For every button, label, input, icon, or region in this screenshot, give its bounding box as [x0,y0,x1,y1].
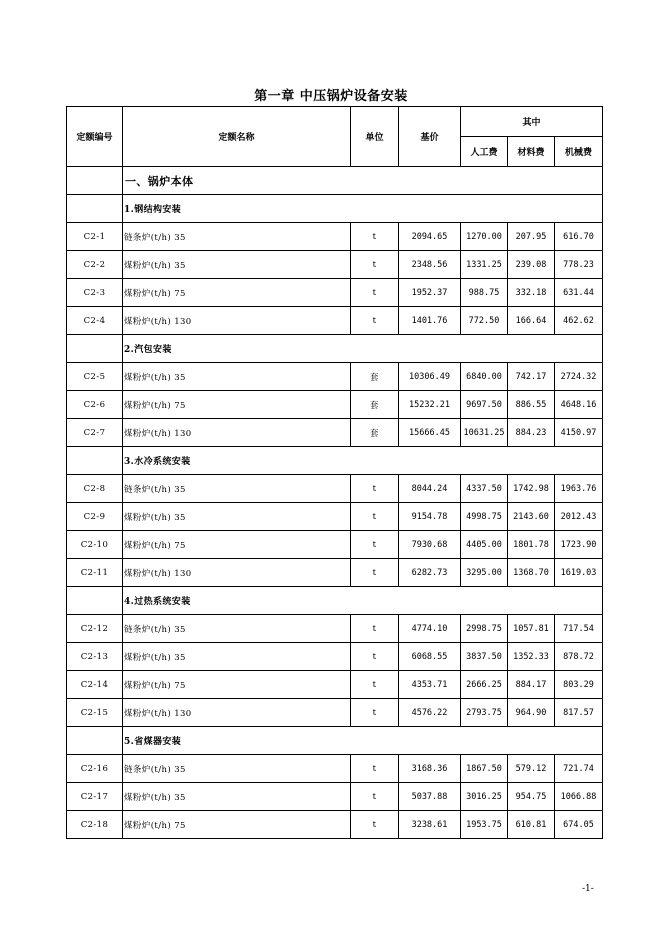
name-cell: 煤粉炉(t/h) 130 [123,699,351,727]
unit-cell: t [351,671,399,699]
group-title: 3.水冷系统安装 [123,447,603,475]
group-blank-cell [67,727,123,755]
code-cell: C2-1 [67,223,123,251]
labor-cell: 4405.00 [461,531,508,559]
machine-cell: 803.29 [555,671,603,699]
labor-cell: 1331.25 [461,251,508,279]
code-cell: C2-18 [67,811,123,839]
labor-cell: 772.50 [461,307,508,335]
labor-cell: 2666.25 [461,671,508,699]
unit-cell: t [351,475,399,503]
table-row [67,251,603,279]
code-cell: C2-4 [67,307,123,335]
labor-cell: 1953.75 [461,811,508,839]
labor-cell: 3837.50 [461,643,508,671]
table-row [67,419,603,447]
machine-cell: 1963.76 [555,475,603,503]
base-price-cell: 10306.49 [399,363,461,391]
material-cell: 1742.98 [508,475,555,503]
base-price-cell: 2094.65 [399,223,461,251]
material-cell: 1352.33 [508,643,555,671]
header-name: 定额名称 [123,107,351,167]
table-row [67,391,603,419]
table-body [67,167,603,839]
unit-cell: t [351,279,399,307]
base-price-cell: 15232.21 [399,391,461,419]
base-price-cell: 6282.73 [399,559,461,587]
base-price-cell: 15666.45 [399,419,461,447]
base-price-cell: 3168.36 [399,755,461,783]
machine-cell: 4648.16 [555,391,603,419]
group-row [67,195,603,223]
unit-cell: 套 [351,363,399,391]
unit-cell: 套 [351,391,399,419]
unit-cell: t [351,643,399,671]
base-price-cell: 4774.10 [399,615,461,643]
machine-cell: 778.23 [555,251,603,279]
section-title: 一、锅炉本体 [123,167,603,195]
material-cell: 579.12 [508,755,555,783]
code-cell: C2-9 [67,503,123,531]
labor-cell: 2793.75 [461,699,508,727]
material-cell: 207.95 [508,223,555,251]
table-row [67,643,603,671]
code-cell: C2-13 [67,643,123,671]
code-cell: C2-7 [67,419,123,447]
page-number: -1- [582,884,594,894]
base-price-cell: 5037.88 [399,783,461,811]
base-price-cell: 9154.78 [399,503,461,531]
table-row [67,475,603,503]
base-price-cell: 1401.76 [399,307,461,335]
labor-cell: 1270.00 [461,223,508,251]
material-cell: 610.81 [508,811,555,839]
group-title: 1.钢结构安装 [123,195,603,223]
material-cell: 884.17 [508,671,555,699]
material-cell: 1801.78 [508,531,555,559]
labor-cell: 9697.50 [461,391,508,419]
group-blank-cell [67,195,123,223]
group-blank-cell [67,335,123,363]
name-cell: 链条炉(t/h) 35 [123,755,351,783]
table-row [67,307,603,335]
header-of-which: 其中 [461,107,603,137]
unit-cell: t [351,783,399,811]
unit-cell: t [351,615,399,643]
code-cell: C2-11 [67,559,123,587]
machine-cell: 4150.97 [555,419,603,447]
machine-cell: 2724.32 [555,363,603,391]
page-title: 第一章 中压锅炉设备安装 [254,89,408,104]
machine-cell: 616.70 [555,223,603,251]
base-price-cell: 3238.61 [399,811,461,839]
labor-cell: 6840.00 [461,363,508,391]
group-row [67,587,603,615]
table-row [67,811,603,839]
table-row [67,363,603,391]
material-cell: 1057.81 [508,615,555,643]
labor-cell: 3016.25 [461,783,508,811]
unit-cell: t [351,811,399,839]
material-cell: 2143.60 [508,503,555,531]
table-row [67,531,603,559]
material-cell: 884.23 [508,419,555,447]
code-cell: C2-16 [67,755,123,783]
labor-cell: 988.75 [461,279,508,307]
material-cell: 954.75 [508,783,555,811]
code-cell: C2-17 [67,783,123,811]
machine-cell: 817.57 [555,699,603,727]
quota-table [66,106,603,839]
name-cell: 链条炉(t/h) 35 [123,223,351,251]
machine-cell: 721.74 [555,755,603,783]
base-price-cell: 4576.22 [399,699,461,727]
labor-cell: 4998.75 [461,503,508,531]
header-unit: 单位 [351,107,399,167]
group-row [67,335,603,363]
machine-cell: 462.62 [555,307,603,335]
name-cell: 煤粉炉(t/h) 75 [123,531,351,559]
unit-cell: t [351,531,399,559]
group-blank-cell [67,447,123,475]
machine-cell: 717.54 [555,615,603,643]
base-price-cell: 4353.71 [399,671,461,699]
name-cell: 煤粉炉(t/h) 75 [123,391,351,419]
base-price-cell: 1952.37 [399,279,461,307]
table-row [67,699,603,727]
unit-cell: t [351,307,399,335]
table-row [67,559,603,587]
group-title: 5.省煤器安装 [123,727,603,755]
unit-cell: 套 [351,419,399,447]
material-cell: 166.64 [508,307,555,335]
group-title: 4.过热系统安装 [123,587,603,615]
code-cell: C2-5 [67,363,123,391]
base-price-cell: 7930.68 [399,531,461,559]
labor-cell: 10631.25 [461,419,508,447]
material-cell: 886.55 [508,391,555,419]
group-row [67,727,603,755]
base-price-cell: 2348.56 [399,251,461,279]
name-cell: 煤粉炉(t/h) 35 [123,363,351,391]
labor-cell: 4337.50 [461,475,508,503]
code-cell: C2-15 [67,699,123,727]
section-row [67,167,603,195]
name-cell: 煤粉炉(t/h) 35 [123,643,351,671]
name-cell: 煤粉炉(t/h) 35 [123,503,351,531]
table-row [67,755,603,783]
table-row [67,783,603,811]
unit-cell: t [351,503,399,531]
machine-cell: 674.05 [555,811,603,839]
material-cell: 742.17 [508,363,555,391]
base-price-cell: 6068.55 [399,643,461,671]
material-cell: 964.90 [508,699,555,727]
machine-cell: 1066.88 [555,783,603,811]
group-row [67,447,603,475]
code-cell: C2-14 [67,671,123,699]
name-cell: 煤粉炉(t/h) 130 [123,419,351,447]
header-code: 定额编号 [67,107,123,167]
group-title: 2.汽包安装 [123,335,603,363]
name-cell: 煤粉炉(t/h) 130 [123,307,351,335]
code-cell: C2-10 [67,531,123,559]
material-cell: 239.08 [508,251,555,279]
name-cell: 煤粉炉(t/h) 35 [123,251,351,279]
name-cell: 煤粉炉(t/h) 130 [123,559,351,587]
name-cell: 链条炉(t/h) 35 [123,615,351,643]
header-base-price: 基价 [399,107,461,167]
header-machine: 机械费 [555,137,603,167]
unit-cell: t [351,755,399,783]
machine-cell: 1723.90 [555,531,603,559]
labor-cell: 2998.75 [461,615,508,643]
group-blank-cell [67,587,123,615]
header-labor: 人工费 [461,137,508,167]
labor-cell: 3295.00 [461,559,508,587]
table-row [67,279,603,307]
base-price-cell: 8044.24 [399,475,461,503]
labor-cell: 1867.50 [461,755,508,783]
material-cell: 332.18 [508,279,555,307]
code-cell: C2-3 [67,279,123,307]
code-cell: C2-6 [67,391,123,419]
unit-cell: t [351,559,399,587]
unit-cell: t [351,251,399,279]
machine-cell: 1619.03 [555,559,603,587]
table-row [67,503,603,531]
machine-cell: 631.44 [555,279,603,307]
machine-cell: 2012.43 [555,503,603,531]
unit-cell: t [351,223,399,251]
table-row [67,223,603,251]
name-cell: 煤粉炉(t/h) 75 [123,279,351,307]
unit-cell: t [351,699,399,727]
table-row [67,671,603,699]
machine-cell: 878.72 [555,643,603,671]
code-cell: C2-8 [67,475,123,503]
name-cell: 煤粉炉(t/h) 35 [123,783,351,811]
header-material: 材料费 [508,137,555,167]
code-cell: C2-2 [67,251,123,279]
material-cell: 1368.70 [508,559,555,587]
name-cell: 煤粉炉(t/h) 75 [123,671,351,699]
name-cell: 煤粉炉(t/h) 75 [123,811,351,839]
table-row [67,615,603,643]
name-cell: 链条炉(t/h) 35 [123,475,351,503]
code-cell: C2-12 [67,615,123,643]
